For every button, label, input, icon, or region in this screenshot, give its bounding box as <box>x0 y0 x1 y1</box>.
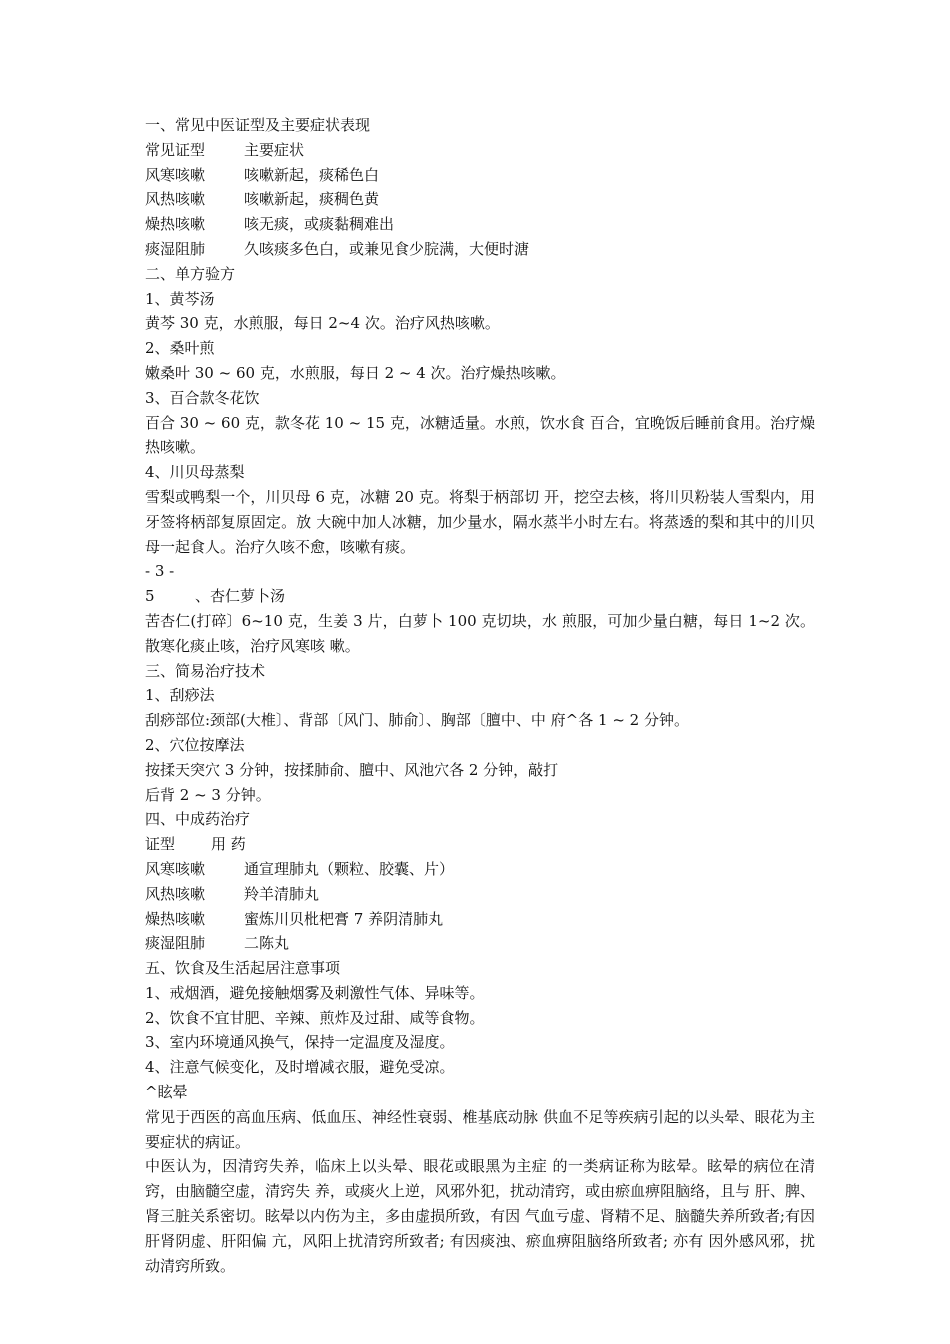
syndrome-table-header <box>145 138 815 163</box>
remedy-heading: 3、百合款冬花饮 <box>145 388 260 407</box>
medicine-table-row <box>145 882 815 907</box>
syndrome-cell: 风热咳嗽 <box>145 884 206 903</box>
syndrome-table-row <box>145 163 815 188</box>
medicine-table-header <box>145 832 815 857</box>
table-header-syndrome: 常见证型 <box>145 140 206 159</box>
table-header-syndrome: 证型 <box>145 835 176 854</box>
technique-heading: 1、刮痧法 <box>145 686 215 705</box>
precaution-item: 4、注意气候变化，及时增减衣服，避免受凉。 <box>145 1058 455 1077</box>
remedy-heading-text: 、杏仁萝卜汤 <box>195 587 286 606</box>
syndrome-cell: 燥热咳嗽 <box>145 909 206 928</box>
section-4-title: 四、中成药治疗 <box>145 810 251 829</box>
document-page <box>145 113 815 1278</box>
remedy-number: 5 <box>145 587 155 606</box>
symptom-cell: 咳嗽新起，痰稠色黄 <box>244 190 380 209</box>
vertigo-title: ^眩晕 <box>145 1083 188 1102</box>
precaution-item: 1、戒烟酒，避免接触烟雾及刺激性气体、异味等。 <box>145 983 485 1002</box>
syndrome-table-row <box>145 237 815 262</box>
symptom-cell: 咳无痰，或痰黏稠难出 <box>244 215 395 234</box>
symptom-cell: 咳嗽新起，痰稀色白 <box>244 165 380 184</box>
remedy-text: 雪梨或鸭梨一个，川贝母 6 克，冰糖 20 克。将梨于柄部切 开，挖空去核，将川贝粉装人雪梨内，用牙签将柄部复原固定。放 大碗中加人冰糖，加少量水，隔水蒸半小时左右。将蒸透的梨和其中的川贝母一起食人。治疗久咳不愈，咳嗽有痰。 <box>145 487 815 556</box>
page-number-marker: - 3 - <box>145 562 175 581</box>
syndrome-cell: 痰湿阻肺 <box>145 934 206 953</box>
syndrome-cell: 痰湿阻肺 <box>145 239 206 258</box>
medicine-table-row <box>145 931 815 956</box>
medicine-cell: 羚羊清肺丸 <box>244 884 320 903</box>
precaution-item: 3、室内环境通风换气，保持一定温度及湿度。 <box>145 1033 455 1052</box>
section-3-title: 三、简易治疗技术 <box>145 661 266 680</box>
section-5-title: 五、饮食及生活起居注意事项 <box>145 959 341 978</box>
technique-heading: 2、穴位按摩法 <box>145 735 245 754</box>
remedy-heading: 1、黄芩汤 <box>145 289 215 308</box>
table-header-medicine: 用 药 <box>211 835 246 854</box>
remedy-text: 嫩桑叶 30 ~ 60 克，水煎服，每日 2 ~ 4 次。治疗燥热咳嗽。 <box>145 363 566 382</box>
medicine-cell: 蜜炼川贝枇杷膏 7 养阴清肺丸 <box>244 909 444 928</box>
medicine-table-row <box>145 907 815 932</box>
remedy-heading: 2、桑叶煎 <box>145 339 215 358</box>
remedy-heading-5 <box>145 584 815 609</box>
medicine-cell: 二陈丸 <box>244 934 290 953</box>
section-1-title: 一、常见中医证型及主要症状表现 <box>145 116 371 134</box>
section-2-title: 二、单方验方 <box>145 264 236 283</box>
syndrome-cell: 风寒咳嗽 <box>145 165 206 184</box>
syndrome-cell: 燥热咳嗽 <box>145 215 206 234</box>
syndrome-table-row <box>145 187 815 212</box>
precaution-item: 2、饮食不宜甘肥、辛辣、煎炸及过甜、咸等食物。 <box>145 1008 485 1027</box>
remedy-text: 黄芩 30 克，水煎服，每日 2~4 次。治疗风热咳嗽。 <box>145 314 500 333</box>
table-header-symptoms: 主要症状 <box>244 140 305 159</box>
syndrome-cell: 风寒咳嗽 <box>145 859 206 878</box>
remedy-text: 苦杏仁(打碎〕6~10 克，生姜 3 片，白萝卜 100 克切块，水 煎服，可加少量白糖，每日 1~2 次。散寒化痰止咳，治疗风寒咳 嗽。 <box>145 611 815 655</box>
syndrome-table-row <box>145 212 815 237</box>
remedy-heading: 4、川贝母蒸梨 <box>145 463 245 482</box>
medicine-cell: 通宣理肺丸（颗粒、胶囊、片） <box>244 859 455 878</box>
medicine-table-row <box>145 857 815 882</box>
technique-text-line: 后背 2 ~ 3 分钟。 <box>145 785 271 804</box>
vertigo-paragraph: 常见于西医的高血压病、低血压、神经性衰弱、椎基底动脉 供血不足等疾病引起的以头晕、眼花为主要症状的病证。 <box>145 1107 815 1151</box>
vertigo-paragraph: 中医认为，因清窍失养，临床上以头晕、眼花或眼黑为主症 的一类病证称为眩晕。眩晕的病位在清窍，由脑髓空虚，清窍失 养，或痰火上逆，风邪外犯，扰动清窍，或由瘀血痹阻脑络，且与 肝、脾、肾三脏关系密切。眩晕以内伤为主，多由虚损所致，有因 气血亏虚、肾精不足、脑髓失养所致者;有因肝肾阴虚、肝阳偏 亢，风阳上扰清窍所致者; 有因痰浊、瘀血痹阻脑络所致者; 亦有 因外感风邪，扰动清窍所致。 <box>145 1157 815 1275</box>
technique-text: 刮痧部位:颈部(大椎〕、背部〔风门、肺俞〕、胸部〔膻中、中 府^各 1 ~ 2 分钟。 <box>145 711 689 730</box>
syndrome-cell: 风热咳嗽 <box>145 190 206 209</box>
symptom-cell: 久咳痰多色白，或兼见食少脘满，大便时溏 <box>244 239 530 258</box>
technique-text-line: 按揉天突穴 3 分钟，按揉肺俞、膻中、风池穴各 2 分钟，敲打 <box>145 760 559 779</box>
remedy-text: 百合 30 ~ 60 克，款冬花 10 ~ 15 克，冰糖适量。水煎，饮水食 百合，宜晚饭后睡前食用。治疗燥热咳嗽。 <box>145 413 815 457</box>
